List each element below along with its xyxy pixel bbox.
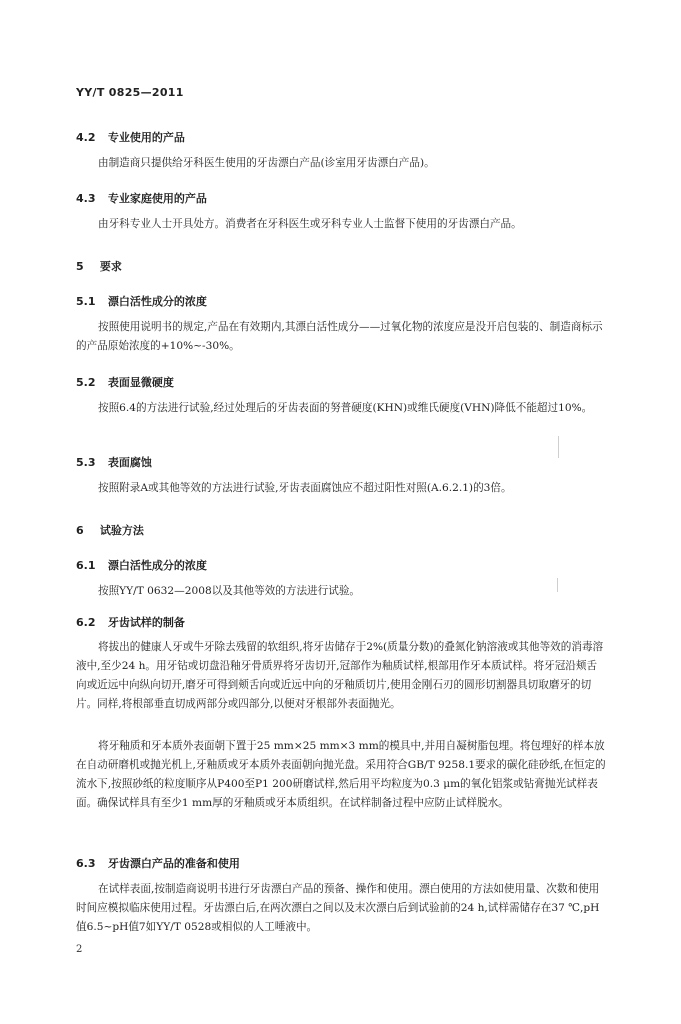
section-heading-6-1	[76, 557, 207, 573]
section-heading-5-3	[76, 454, 152, 470]
section-number: 6.3	[76, 857, 96, 870]
page-number: 2	[76, 944, 83, 955]
paragraph-6-2-a: 将拔出的健康人牙或牛牙除去残留的软组织,将牙齿储存于2%(质量分数)的叠氮化钠溶液或其他等效的消毒溶液中,至少24 h。用牙钻或切盘沿釉牙骨质界将牙齿切开,冠部作为釉质试样,根部用作牙本质试样。将牙冠沿颊舌向或近远中向纵向切开,磨牙可得到颊舌向或近远中向的牙釉质切片,使用金刚石刃的圆形切割器具切取磨牙的切片。同样,将根部垂直切成两部分或四部分,以便对牙根部外表面抛光。	[76, 641, 604, 710]
section-heading-5-1	[76, 293, 207, 309]
section-heading-6-3	[76, 855, 240, 871]
section-heading-4-2	[76, 129, 185, 145]
standard-code-header: YY/T 0825—2011	[76, 86, 184, 99]
section-heading-6-2	[76, 614, 185, 630]
section-heading-5-2	[76, 374, 174, 390]
section-title: 专业家庭使用的产品	[107, 192, 207, 205]
section-title: 表面显微硬度	[107, 376, 174, 389]
section-number: 4.2	[76, 131, 96, 144]
section-number: 5.2	[76, 376, 96, 389]
section-title: 漂白活性成分的浓度	[107, 559, 207, 572]
section-title: 试验方法	[99, 524, 144, 537]
paragraph-5-1: 按照使用说明书的规定,产品在有效期内,其漂白活性成分——过氧化物的浓度应是没开启包装的、制造商标示的产品原始浓度的+10%~-30%。	[76, 321, 603, 352]
section-title: 表面腐蚀	[107, 456, 152, 469]
section-number: 6.2	[76, 616, 96, 629]
scan-artifact-line	[558, 436, 559, 458]
paragraph-4-3: 由牙科专业人士开具处方。消费者在牙科医生或牙科专业人士监督下使用的牙齿漂白产品。	[98, 218, 522, 230]
paragraph-6-1: 按照YY/T 0632—2008以及其他等效的方法进行试验。	[98, 585, 361, 597]
paragraph-5-2: 按照6.4的方法进行试验,经过处理后的牙齿表面的努普硬度(KHN)或维氏硬度(VHN)降低不能超过10%。	[98, 402, 593, 414]
section-number: 5.1	[76, 295, 96, 308]
section-number: 6	[76, 524, 84, 537]
section-number: 5.3	[76, 456, 96, 469]
section-heading-6	[76, 522, 144, 538]
section-title: 牙齿漂白产品的准备和使用	[107, 857, 240, 870]
section-number: 4.3	[76, 192, 96, 205]
section-title: 专业使用的产品	[107, 131, 185, 144]
section-heading-5	[76, 258, 122, 274]
section-number: 5	[76, 260, 84, 273]
paragraph-6-3: 在试样表面,按制造商说明书进行牙齿漂白产品的预备、操作和使用。漂白使用的方法如使用量、次数和使用时间应模拟临床使用过程。牙齿漂白后,在两次漂白之间以及末次漂白后到试验前的24 h,试样需储存在37 ℃,pH值6.5~pH值7如YY/T 0528或相似的人工唾液中。	[76, 883, 600, 933]
scan-artifact-line	[557, 578, 558, 592]
section-number: 6.1	[76, 559, 96, 572]
paragraph-4-2: 由制造商只提供给牙科医生使用的牙齿漂白产品(诊室用牙齿漂白产品)。	[98, 157, 435, 169]
section-heading-4-3	[76, 190, 207, 206]
section-title: 牙齿试样的制备	[107, 616, 185, 629]
section-title: 漂白活性成分的浓度	[107, 295, 207, 308]
paragraph-5-3: 按照附录A或其他等效的方法进行试验,牙齿表面腐蚀应不超过阳性对照(A.6.2.1)的3倍。	[98, 482, 512, 494]
paragraph-6-2-b: 将牙釉质和牙本质外表面朝下置于25 mm×25 mm×3 mm的模具中,并用自凝树脂包埋。将包埋好的样本放在自动研磨机或抛光机上,牙釉质或牙本质外表面朝向抛光盘。采用符合GB/T 9258.1要求的碳化硅砂纸,在恒定的流水下,按照砂纸的粒度顺序从P400至P1 200研磨试样,然后用平均粒度为0.3 μm的氧化铝浆或钻膏抛光试样表面。确保试样具有至少1 mm厚的牙釉质或牙本质组织。在试样制备过程中应防止试样脱水。	[76, 740, 606, 809]
section-title: 要求	[99, 260, 122, 273]
